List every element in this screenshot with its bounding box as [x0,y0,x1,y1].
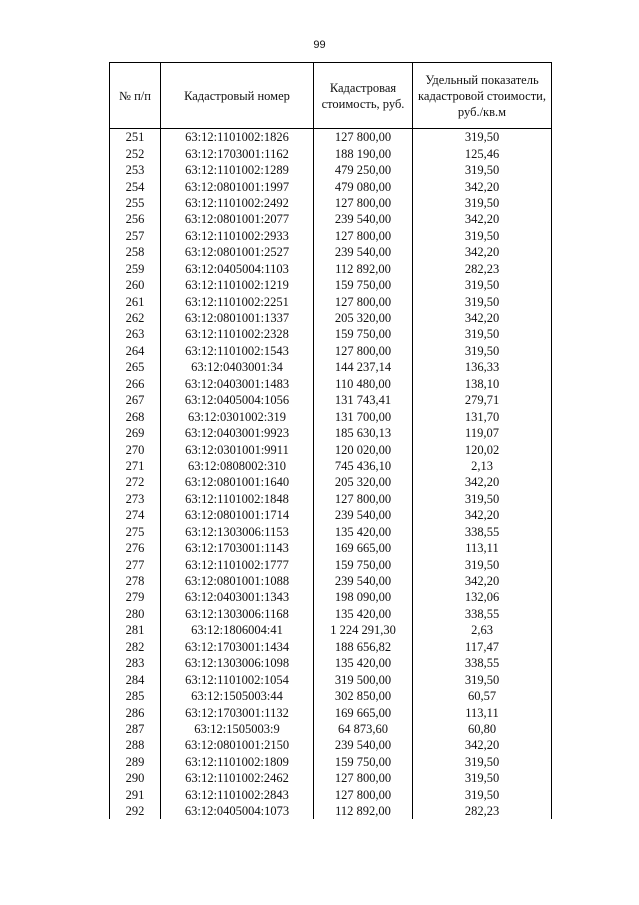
row-number-cell: 275 [110,524,161,540]
row-number-cell: 270 [110,441,161,457]
cadastral-number-cell: 63:12:0403001:1483 [161,376,314,392]
row-number-cell: 271 [110,458,161,474]
specific-indicator-cell: 319,50 [413,491,552,507]
specific-indicator-cell: 342,20 [413,310,552,326]
specific-indicator-cell: 319,50 [413,277,552,293]
cadastral-number-cell: 63:12:1101002:1543 [161,343,314,359]
cadastral-number-cell: 63:12:1101002:1289 [161,162,314,178]
row-number-cell: 257 [110,228,161,244]
specific-indicator-cell: 131,70 [413,408,552,424]
cadastral-number-cell: 63:12:1101002:2843 [161,787,314,803]
cadastral-value-cell: 127 800,00 [314,491,413,507]
cadastral-value-cell: 479 250,00 [314,162,413,178]
cadastral-value-cell: 198 090,00 [314,589,413,605]
cadastral-number-cell: 63:12:1303006:1168 [161,606,314,622]
cadastral-table [109,62,552,819]
specific-indicator-cell: 113,11 [413,540,552,556]
header-cadastral-value: Кадастровая стоимость, руб. [314,63,413,129]
cadastral-value-cell: 110 480,00 [314,376,413,392]
table-row [110,507,552,523]
row-number-cell: 264 [110,343,161,359]
cadastral-number-cell: 63:12:1806004:41 [161,622,314,638]
row-number-cell: 259 [110,261,161,277]
cadastral-value-cell: 239 540,00 [314,573,413,589]
specific-indicator-cell: 338,55 [413,524,552,540]
cadastral-value-cell: 479 080,00 [314,178,413,194]
cadastral-number-cell: 63:12:0403001:9923 [161,425,314,441]
row-number-cell: 292 [110,803,161,819]
row-number-cell: 260 [110,277,161,293]
specific-indicator-cell: 342,20 [413,474,552,490]
table-row [110,359,552,375]
cadastral-value-cell: 205 320,00 [314,474,413,490]
cadastral-number-cell: 63:12:1101002:2251 [161,293,314,309]
cadastral-value-cell: 127 800,00 [314,228,413,244]
cadastral-value-cell: 127 800,00 [314,343,413,359]
cadastral-value-cell: 159 750,00 [314,326,413,342]
cadastral-number-cell: 63:12:0403001:34 [161,359,314,375]
table-row [110,474,552,490]
row-number-cell: 255 [110,195,161,211]
table-row [110,737,552,753]
header-num: № п/п [110,63,161,129]
table-row [110,770,552,786]
cadastral-value-cell: 127 800,00 [314,787,413,803]
header-cadastral-number: Кадастровый номер [161,63,314,129]
table-header [110,63,552,129]
row-number-cell: 258 [110,244,161,260]
cadastral-number-cell: 63:12:1303006:1153 [161,524,314,540]
row-number-cell: 251 [110,129,161,146]
table-row [110,441,552,457]
specific-indicator-cell: 119,07 [413,425,552,441]
cadastral-value-cell: 127 800,00 [314,293,413,309]
row-number-cell: 263 [110,326,161,342]
table-row [110,376,552,392]
cadastral-number-cell: 63:12:1101002:1219 [161,277,314,293]
cadastral-number-cell: 63:12:0405004:1103 [161,261,314,277]
specific-indicator-cell: 282,23 [413,261,552,277]
table-row [110,787,552,803]
row-number-cell: 289 [110,754,161,770]
row-number-cell: 272 [110,474,161,490]
table-row [110,195,552,211]
row-number-cell: 269 [110,425,161,441]
specific-indicator-cell: 319,50 [413,556,552,572]
specific-indicator-cell: 342,20 [413,211,552,227]
header-specific-indicator: Удельный показатель кадастровой стоимости, руб./кв.м [413,63,552,129]
row-number-cell: 274 [110,507,161,523]
table-row [110,639,552,655]
cadastral-number-cell: 63:12:0301001:9911 [161,441,314,457]
cadastral-number-cell: 63:12:1101002:1054 [161,671,314,687]
specific-indicator-cell: 319,50 [413,326,552,342]
specific-indicator-cell: 342,20 [413,244,552,260]
cadastral-value-cell: 127 800,00 [314,195,413,211]
cadastral-number-cell: 63:12:0801001:2077 [161,211,314,227]
specific-indicator-cell: 342,20 [413,507,552,523]
cadastral-number-cell: 63:12:0801001:1714 [161,507,314,523]
table-row [110,671,552,687]
cadastral-value-cell: 169 665,00 [314,540,413,556]
header-row [110,63,552,129]
cadastral-number-cell: 63:12:0801001:1997 [161,178,314,194]
row-number-cell: 283 [110,655,161,671]
specific-indicator-cell: 319,50 [413,770,552,786]
cadastral-value-cell: 745 436,10 [314,458,413,474]
cadastral-value-cell: 159 750,00 [314,754,413,770]
cadastral-value-cell: 135 420,00 [314,524,413,540]
table-row [110,655,552,671]
cadastral-value-cell: 127 800,00 [314,770,413,786]
cadastral-number-cell: 63:12:0801001:2150 [161,737,314,753]
row-number-cell: 281 [110,622,161,638]
specific-indicator-cell: 342,20 [413,737,552,753]
row-number-cell: 286 [110,704,161,720]
table-body [110,129,552,820]
specific-indicator-cell: 319,50 [413,343,552,359]
cadastral-value-cell: 159 750,00 [314,277,413,293]
table-row [110,228,552,244]
table-row [110,392,552,408]
cadastral-number-cell: 63:12:1101002:1777 [161,556,314,572]
cadastral-value-cell: 144 237,14 [314,359,413,375]
table-row [110,688,552,704]
row-number-cell: 279 [110,589,161,605]
specific-indicator-cell: 282,23 [413,803,552,819]
row-number-cell: 276 [110,540,161,556]
cadastral-value-cell: 1 224 291,30 [314,622,413,638]
row-number-cell: 284 [110,671,161,687]
specific-indicator-cell: 279,71 [413,392,552,408]
specific-indicator-cell: 319,50 [413,754,552,770]
specific-indicator-cell: 113,11 [413,704,552,720]
table-row [110,704,552,720]
cadastral-value-cell: 135 420,00 [314,655,413,671]
cadastral-value-cell: 112 892,00 [314,803,413,819]
row-number-cell: 256 [110,211,161,227]
cadastral-value-cell: 131 743,41 [314,392,413,408]
cadastral-number-cell: 63:12:1101002:2462 [161,770,314,786]
cadastral-number-cell: 63:12:1703001:1162 [161,145,314,161]
cadastral-number-cell: 63:12:0801001:1640 [161,474,314,490]
row-number-cell: 277 [110,556,161,572]
table-row [110,524,552,540]
cadastral-number-cell: 63:12:1505003:9 [161,721,314,737]
cadastral-value-cell: 64 873,60 [314,721,413,737]
table-row [110,425,552,441]
cadastral-number-cell: 63:12:1101002:2933 [161,228,314,244]
cadastral-value-cell: 319 500,00 [314,671,413,687]
cadastral-number-cell: 63:12:1101002:2492 [161,195,314,211]
cadastral-value-cell: 239 540,00 [314,507,413,523]
cadastral-number-cell: 63:12:0405004:1056 [161,392,314,408]
table-row [110,573,552,589]
specific-indicator-cell: 319,50 [413,129,552,146]
cadastral-number-cell: 63:12:1101002:2328 [161,326,314,342]
specific-indicator-cell: 319,50 [413,162,552,178]
specific-indicator-cell: 338,55 [413,655,552,671]
table-row [110,244,552,260]
row-number-cell: 253 [110,162,161,178]
table-row [110,326,552,342]
cadastral-value-cell: 159 750,00 [314,556,413,572]
specific-indicator-cell: 319,50 [413,787,552,803]
table-row [110,162,552,178]
cadastral-value-cell: 188 656,82 [314,639,413,655]
cadastral-number-cell: 63:12:1703001:1143 [161,540,314,556]
table-row [110,293,552,309]
cadastral-number-cell: 63:12:1101002:1809 [161,754,314,770]
table-row [110,129,552,146]
table-row [110,622,552,638]
specific-indicator-cell: 319,50 [413,293,552,309]
specific-indicator-cell: 2,63 [413,622,552,638]
specific-indicator-cell: 319,50 [413,671,552,687]
row-number-cell: 266 [110,376,161,392]
cadastral-number-cell: 63:12:0801001:1088 [161,573,314,589]
table-row [110,754,552,770]
cadastral-value-cell: 112 892,00 [314,261,413,277]
table-row [110,310,552,326]
cadastral-number-cell: 63:12:1703001:1434 [161,639,314,655]
row-number-cell: 267 [110,392,161,408]
cadastral-value-cell: 185 630,13 [314,425,413,441]
row-number-cell: 290 [110,770,161,786]
row-number-cell: 268 [110,408,161,424]
specific-indicator-cell: 60,80 [413,721,552,737]
specific-indicator-cell: 338,55 [413,606,552,622]
specific-indicator-cell: 319,50 [413,195,552,211]
cadastral-value-cell: 188 190,00 [314,145,413,161]
row-number-cell: 291 [110,787,161,803]
table-row [110,721,552,737]
cadastral-value-cell: 239 540,00 [314,211,413,227]
cadastral-value-cell: 131 700,00 [314,408,413,424]
specific-indicator-cell: 132,06 [413,589,552,605]
specific-indicator-cell: 138,10 [413,376,552,392]
cadastral-number-cell: 63:12:1505003:44 [161,688,314,704]
specific-indicator-cell: 117,47 [413,639,552,655]
table-row [110,343,552,359]
table-row [110,803,552,819]
specific-indicator-cell: 136,33 [413,359,552,375]
table-row [110,261,552,277]
cadastral-number-cell: 63:12:0403001:1343 [161,589,314,605]
row-number-cell: 273 [110,491,161,507]
cadastral-number-cell: 63:12:0801001:2527 [161,244,314,260]
row-number-cell: 278 [110,573,161,589]
row-number-cell: 254 [110,178,161,194]
cadastral-value-cell: 135 420,00 [314,606,413,622]
row-number-cell: 282 [110,639,161,655]
table-row [110,178,552,194]
cadastral-number-cell: 63:12:1101002:1826 [161,129,314,146]
cadastral-value-cell: 120 020,00 [314,441,413,457]
table-row [110,145,552,161]
cadastral-value-cell: 302 850,00 [314,688,413,704]
table-row [110,556,552,572]
page-number: 99 [313,39,326,51]
cadastral-number-cell: 63:12:0301002:319 [161,408,314,424]
cadastral-number-cell: 63:12:0801001:1337 [161,310,314,326]
row-number-cell: 288 [110,737,161,753]
table-row [110,491,552,507]
row-number-cell: 285 [110,688,161,704]
row-number-cell: 261 [110,293,161,309]
table-row [110,606,552,622]
table-row [110,277,552,293]
specific-indicator-cell: 342,20 [413,573,552,589]
specific-indicator-cell: 60,57 [413,688,552,704]
table-row [110,589,552,605]
table-row [110,540,552,556]
table-row [110,408,552,424]
specific-indicator-cell: 125,46 [413,145,552,161]
specific-indicator-cell: 342,20 [413,178,552,194]
table-row [110,211,552,227]
row-number-cell: 265 [110,359,161,375]
cadastral-value-cell: 205 320,00 [314,310,413,326]
specific-indicator-cell: 120,02 [413,441,552,457]
cadastral-number-cell: 63:12:1101002:1848 [161,491,314,507]
cadastral-value-cell: 239 540,00 [314,244,413,260]
cadastral-number-cell: 63:12:1703001:1132 [161,704,314,720]
cadastral-value-cell: 169 665,00 [314,704,413,720]
cadastral-value-cell: 239 540,00 [314,737,413,753]
row-number-cell: 262 [110,310,161,326]
row-number-cell: 287 [110,721,161,737]
specific-indicator-cell: 2,13 [413,458,552,474]
row-number-cell: 252 [110,145,161,161]
cadastral-number-cell: 63:12:0808002:310 [161,458,314,474]
row-number-cell: 280 [110,606,161,622]
specific-indicator-cell: 319,50 [413,228,552,244]
cadastral-number-cell: 63:12:0405004:1073 [161,803,314,819]
table-row [110,458,552,474]
cadastral-number-cell: 63:12:1303006:1098 [161,655,314,671]
cadastral-value-cell: 127 800,00 [314,129,413,146]
